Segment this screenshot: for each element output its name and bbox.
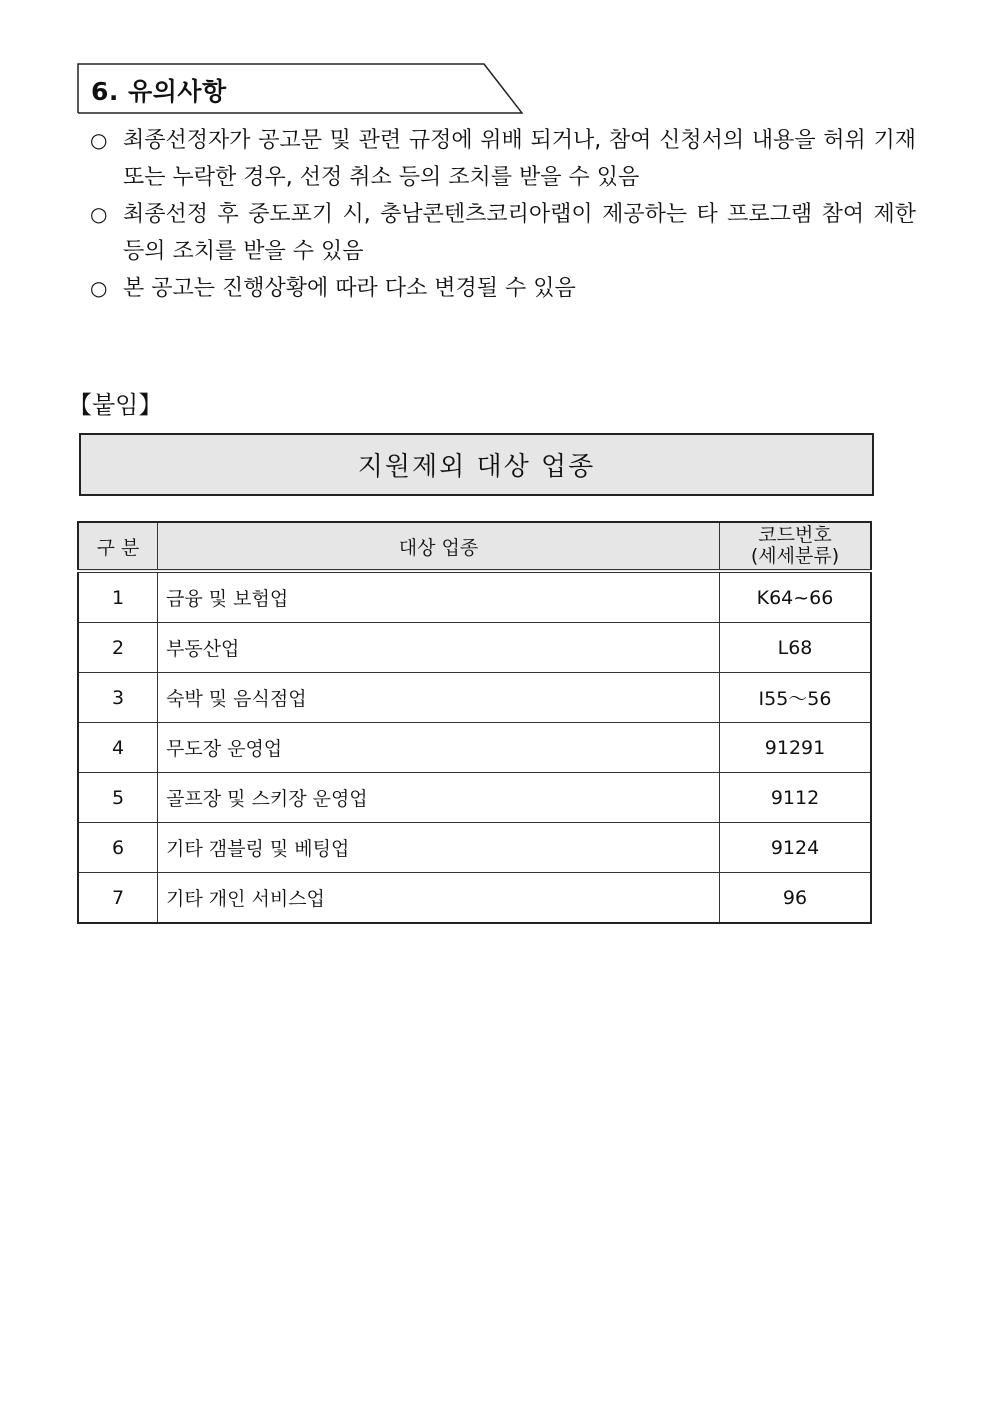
header-code-line1: 코드번호 [758,524,832,546]
note-item [90,122,916,196]
table-header-row [78,522,871,571]
attachment-label: 【붙임】 [68,391,163,419]
bullet-icon: ○ [90,128,108,152]
header-code-line2: (세세분류) [750,545,840,567]
bullet-icon: ○ [90,202,108,226]
row-code: 91291 [720,723,872,773]
row-industry: 기타 개인 서비스업 [158,873,720,924]
table-row [78,623,871,673]
table-row [78,673,871,723]
table-row [78,723,871,773]
table-row [78,873,871,924]
table-row [78,571,871,623]
row-num: 1 [78,571,158,623]
row-industry: 금융 및 보험업 [158,571,720,623]
banner-title: 지원제외 대상 업종 [357,452,596,482]
row-industry: 무도장 운영업 [158,723,720,773]
row-industry: 기타 갬블링 및 베팅업 [158,823,720,873]
note-item [90,270,916,307]
section-header [77,63,523,114]
row-code: L68 [720,623,872,673]
header-code [720,522,872,571]
notes-list [90,122,916,307]
row-num: 3 [78,673,158,723]
note-text: 최종선정자가 공고문 및 관련 규정에 위배 되거나, 참여 신청서의 내용을 허위 기재 또는 누락한 경우, 선정 취소 등의 조치를 받을 수 있음 [123,128,916,190]
section-title: 6. 유의사항 [91,77,227,106]
row-industry: 부동산업 [158,623,720,673]
row-num: 5 [78,773,158,823]
row-num: 4 [78,723,158,773]
table-row [78,823,871,873]
note-text: 최종선정 후 중도포기 시, 충남콘텐츠코리아랩이 제공하는 타 프로그램 참여 제한 등의 조치를 받을 수 있음 [123,202,916,264]
header-industry: 대상 업종 [158,522,720,571]
row-code: I55～56 [720,673,872,723]
row-industry: 골프장 및 스키장 운영업 [158,773,720,823]
attachment-banner [79,433,874,496]
header-num: 구 분 [78,522,158,571]
row-code: K64~66 [720,571,872,623]
row-num: 7 [78,873,158,924]
note-item [90,196,916,270]
row-num: 2 [78,623,158,673]
row-code: 9124 [720,823,872,873]
note-text: 본 공고는 진행상황에 따라 다소 변경될 수 있음 [123,276,576,301]
table-row [78,773,871,823]
row-code: 9112 [720,773,872,823]
row-industry: 숙박 및 음식점업 [158,673,720,723]
excluded-industries-table [77,521,872,924]
row-code: 96 [720,873,872,924]
row-num: 6 [78,823,158,873]
bullet-icon: ○ [90,276,108,300]
